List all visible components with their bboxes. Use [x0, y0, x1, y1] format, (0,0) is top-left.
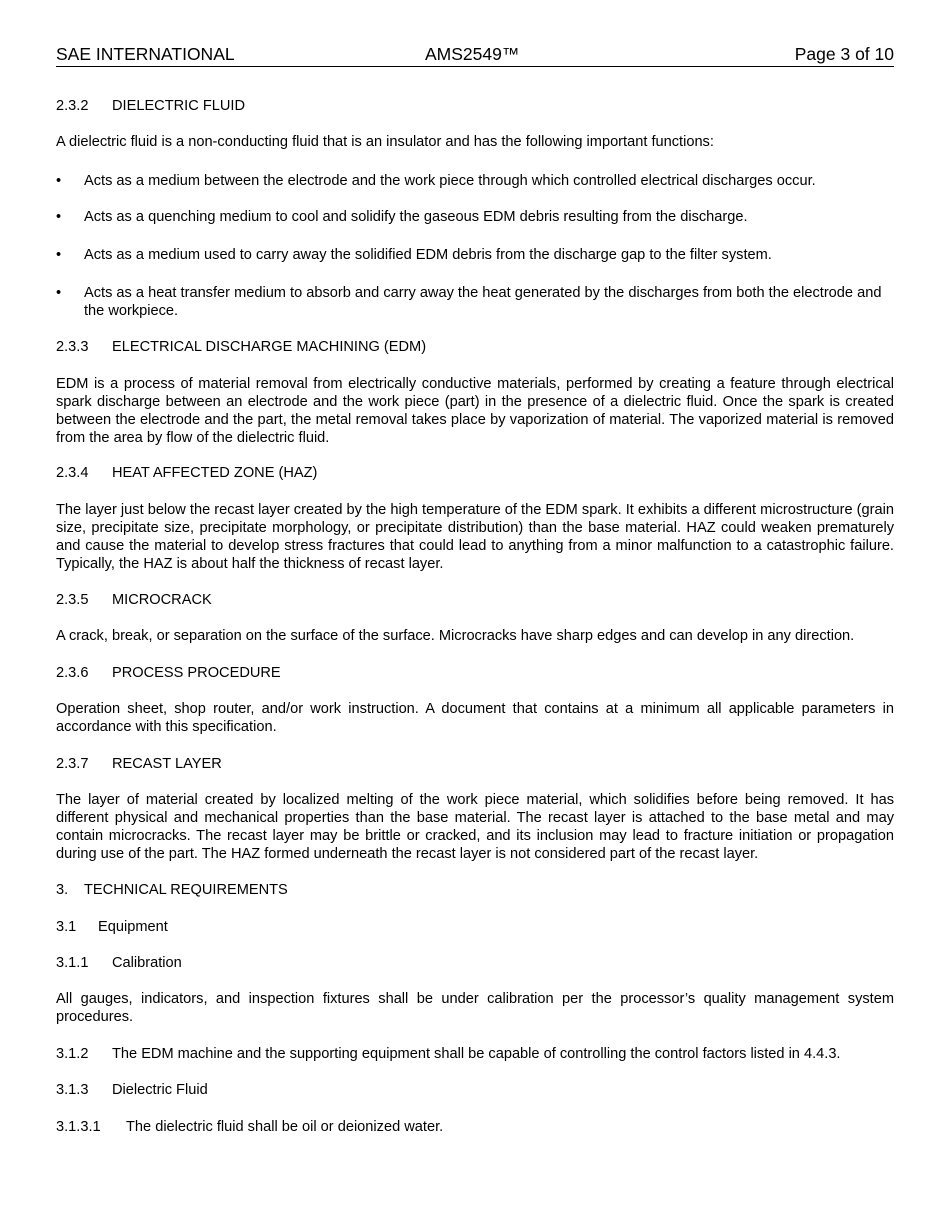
list-item: [56, 208, 894, 226]
section-title: Dielectric Fluid: [112, 1082, 208, 1098]
bullet-icon: •: [56, 209, 62, 225]
section-number: 2.3.7: [56, 756, 89, 772]
section-title: Calibration: [112, 955, 182, 971]
section-heading-2-3-4: [56, 464, 894, 482]
header-organization: SAE INTERNATIONAL: [56, 44, 235, 64]
section-number: 2.3.4: [56, 465, 89, 481]
header-document-number: AMS2549™: [425, 44, 520, 64]
paragraph-text: The EDM machine and the supporting equipment shall be capable of controlling the control factors listed in 4.4.3.: [112, 1046, 841, 1062]
section-title: RECAST LAYER: [112, 756, 222, 772]
section-heading-2-3-5: [56, 591, 894, 609]
list-item-text: Acts as a heat transfer medium to absorb and carry away the heat generated by the discharges from both the electrode and the workpiece.: [84, 285, 882, 319]
section-heading-2-3-6: [56, 664, 894, 682]
paragraph: The layer just below the recast layer created by the high temperature of the EDM spark. It exhibits a different microstructure (grain size, precipitate size, precipitate morphology, or precipitate distribution) than the base material. HAZ could weaken prematurely and cause the material to develop stress fractures that could lead to anything from a minor malfunction to a catastrophic failure. Typically, the HAZ is about half the thickness of recast layer.: [56, 502, 894, 572]
section-number: 3.1.2: [56, 1046, 89, 1062]
section-number: 3.1.3: [56, 1082, 89, 1098]
section-number: 2.3.3: [56, 339, 89, 355]
section-title: TECHNICAL REQUIREMENTS: [84, 882, 288, 898]
header-page-number: Page 3 of 10: [794, 44, 894, 64]
paragraph-3-1-3-1: [56, 1118, 894, 1136]
page-header: [56, 44, 894, 67]
paragraph: A crack, break, or separation on the surface of the surface. Microcracks have sharp edges and can develop in any direction.: [56, 628, 855, 644]
bullet-icon: •: [56, 247, 62, 263]
section-title: PROCESS PROCEDURE: [112, 665, 281, 681]
section-heading-3-1-3: [56, 1081, 894, 1099]
section-title: Equipment: [98, 919, 168, 935]
section-number: 2.3.6: [56, 665, 89, 681]
section-number: 3.1: [56, 919, 77, 935]
section-title: MICROCRACK: [112, 592, 212, 608]
paragraph: The layer of material created by localized melting of the work piece material, which solidifies before being removed. It has different physical and mechanical properties than the base material. The recast layer is attached to the base metal and may contain microcracks. The recast layer may be brittle or cracked, and its inclusion may lead to fracture initiation or propagation during use of the part. The HAZ formed underneath the recast layer is not considered part of the recast layer.: [56, 792, 894, 862]
list-item: [56, 284, 894, 320]
section-heading-2-3-2: [56, 97, 894, 115]
paragraph: EDM is a process of material removal from electrically conductive materials, performed by creating a feature through electrical spark discharge between an electrode and the work piece (part) in the presence of a dielectric fluid. Once the spark is created between the electrode and the part, the metal removal takes place by vaporization of material. The vaporized material is removed from the area by flow of the dielectric fluid.: [56, 376, 894, 446]
bullet-icon: •: [56, 173, 62, 189]
section-heading-2-3-7: [56, 755, 894, 773]
section-heading-3: [56, 881, 894, 899]
list-item: [56, 246, 894, 264]
section-number: 3.1.1: [56, 955, 89, 971]
section-heading-3-1: [56, 918, 894, 936]
bullet-icon: •: [56, 285, 62, 301]
list-item-text: Acts as a medium between the electrode and the work piece through which controlled electrical discharges occur.: [84, 173, 816, 189]
section-number: 3.: [56, 882, 69, 898]
section-number: 3.1.3.1: [56, 1119, 101, 1135]
section-title: DIELECTRIC FLUID: [112, 98, 245, 114]
section-title: ELECTRICAL DISCHARGE MACHINING (EDM): [112, 339, 427, 355]
paragraph: All gauges, indicators, and inspection fixtures shall be under calibration per the processor’s quality management system procedures.: [56, 991, 894, 1025]
paragraph: A dielectric fluid is a non-conducting fluid that is an insulator and has the following important functions:: [56, 134, 714, 150]
section-heading-2-3-3: [56, 338, 894, 356]
section-number: 2.3.5: [56, 592, 89, 608]
section-number: 2.3.2: [56, 98, 89, 114]
list-item-text: Acts as a medium used to carry away the solidified EDM debris from the discharge gap to the filter system.: [84, 247, 772, 263]
paragraph-3-1-2: [56, 1045, 894, 1063]
section-heading-3-1-1: [56, 954, 894, 972]
section-title: HEAT AFFECTED ZONE (HAZ): [112, 465, 318, 481]
list-item-text: Acts as a quenching medium to cool and solidify the gaseous EDM debris resulting from the discharge.: [84, 209, 748, 225]
list-item: [56, 172, 894, 190]
paragraph: Operation sheet, shop router, and/or work instruction. A document that contains at a minimum all applicable parameters in accordance with this specification.: [56, 701, 894, 735]
paragraph-text: The dielectric fluid shall be oil or deionized water.: [126, 1119, 444, 1135]
